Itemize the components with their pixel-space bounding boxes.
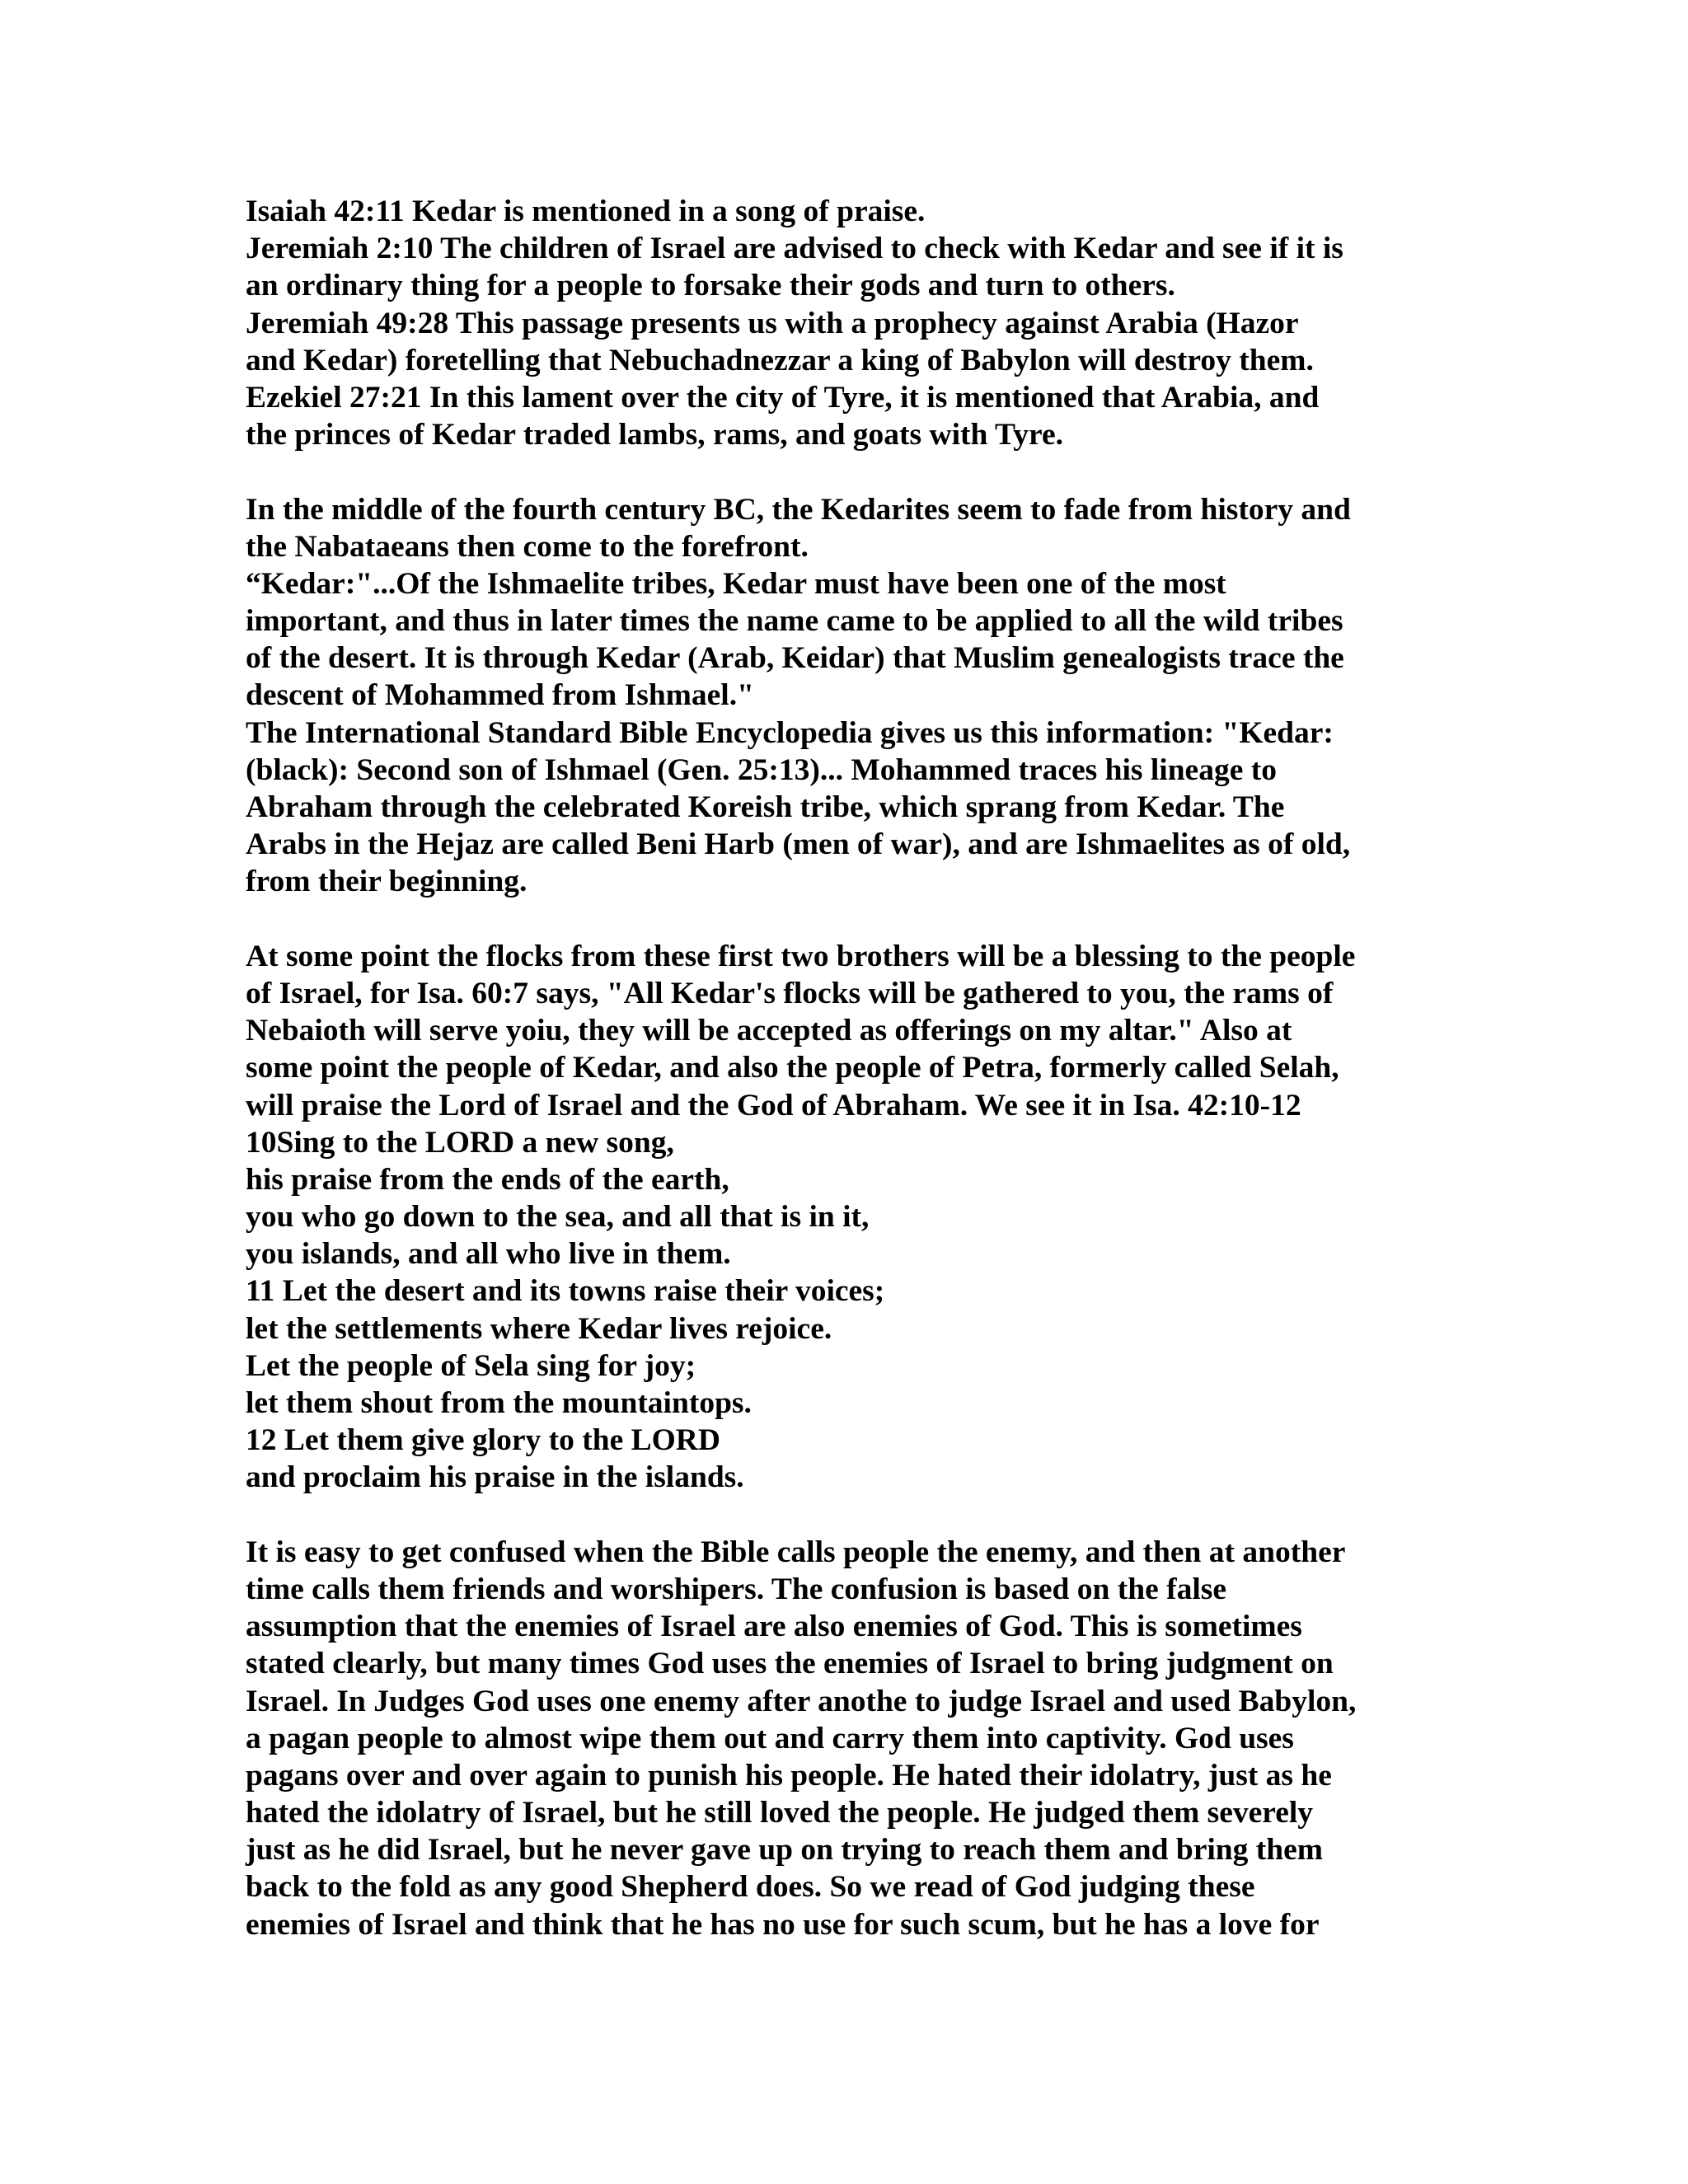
text-line: and Kedar) foretelling that Nebuchadnezzar a king of Babylon will destroy them. bbox=[246, 343, 1314, 377]
verse-line: his praise from the ends of the earth, bbox=[246, 1162, 729, 1197]
text-line: will praise the Lord of Israel and the God of Abraham. We see it in Isa. 42:10-12 bbox=[246, 1088, 1301, 1122]
document-page bbox=[246, 193, 1457, 1943]
verse-line: and proclaim his praise in the islands. bbox=[246, 1460, 744, 1495]
text-line: Jeremiah 2:10 The children of Israel are advised to check with Kedar and see if it is bbox=[246, 232, 1343, 266]
text-line: The International Standard Bible Encyclopedia gives us this information: "Kedar: bbox=[246, 715, 1334, 750]
text-line: Israel. In Judges God uses one enemy after anothe to judge Israel and used Babylon, bbox=[246, 1684, 1357, 1718]
text-line: pagans over and over again to punish his people. He hated their idolatry, just as he bbox=[246, 1758, 1332, 1793]
text-line: It is easy to get confused when the Bible calls people the enemy, and then at another bbox=[246, 1535, 1346, 1569]
paragraph-enemies-of-israel bbox=[246, 1534, 1457, 1943]
text-line: At some point the flocks from these first two brothers will be a blessing to the people bbox=[246, 939, 1356, 973]
paragraph-spacer bbox=[246, 453, 1457, 490]
text-line: “Kedar:"...Of the Ishmaelite tribes, Kedar must have been one of the most bbox=[246, 566, 1226, 601]
verse-line: you islands, and all who live in them. bbox=[246, 1237, 731, 1272]
text-line: of Israel, for Isa. 60:7 says, "All Kedar's flocks will be gathered to you, the rams of bbox=[246, 976, 1334, 1010]
verse-line: you who go down to the sea, and all that is in it, bbox=[246, 1200, 870, 1235]
text-line: Isaiah 42:11 Kedar is mentioned in a song of praise. bbox=[246, 194, 926, 228]
text-line: hated the idolatry of Israel, but he still loved the people. He judged them severely bbox=[246, 1796, 1314, 1830]
text-line: time calls them friends and worshipers. The confusion is based on the false bbox=[246, 1572, 1227, 1606]
verse-line: 11 Let the desert and its towns raise their voices; bbox=[246, 1274, 885, 1309]
text-line: enemies of Israel and think that he has no use for such scum, but he has a love for bbox=[246, 1907, 1320, 1942]
text-line: the Nabataeans then come to the forefront. bbox=[246, 529, 809, 564]
text-line: an ordinary thing for a people to forsake their gods and turn to others. bbox=[246, 269, 1175, 303]
text-line: Arabs in the Hejaz are called Beni Harb (men of war), and are Ishmaelites as of old, bbox=[246, 827, 1351, 862]
text-line: descent of Mohammed from Ishmael." bbox=[246, 678, 754, 713]
verse-line: Let the people of Sela sing for joy; bbox=[246, 1348, 696, 1383]
text-line: (black): Second son of Ishmael (Gen. 25:13)... Mohammed traces his lineage to bbox=[246, 752, 1277, 787]
verse-line: let them shout from the mountaintops. bbox=[246, 1386, 752, 1420]
paragraph-spacer bbox=[246, 1497, 1457, 1534]
text-line: of the desert. It is through Kedar (Arab, Keidar) that Muslim genealogists trace the bbox=[246, 641, 1344, 676]
paragraph-scripture-references bbox=[246, 193, 1457, 453]
text-line: some point the people of Kedar, and also the people of Petra, formerly called Selah, bbox=[246, 1051, 1339, 1085]
text-line: Abraham through the celebrated Koreish tribe, which sprang from Kedar. The bbox=[246, 790, 1285, 824]
text-line: Ezekiel 27:21 In this lament over the city of Tyre, it is mentioned that Arabia, and bbox=[246, 380, 1320, 415]
text-line: important, and thus in later times the name came to be applied to all the wild tribes bbox=[246, 604, 1343, 639]
text-line: the princes of Kedar traded lambs, rams, and goats with Tyre. bbox=[246, 418, 1064, 452]
text-line: assumption that the enemies of Israel are also enemies of God. This is sometimes bbox=[246, 1610, 1302, 1644]
text-line: a pagan people to almost wipe them out and carry them into captivity. God uses bbox=[246, 1721, 1294, 1755]
text-line: Nebaioth will serve yoiu, they will be accepted as offerings on my altar." Also at bbox=[246, 1014, 1292, 1048]
verse-line: let the settlements where Kedar lives rejoice. bbox=[246, 1311, 832, 1346]
text-line: from their beginning. bbox=[246, 865, 528, 899]
paragraph-spacer bbox=[246, 901, 1457, 938]
verse-line: 12 Let them give glory to the LORD bbox=[246, 1423, 720, 1458]
text-line: In the middle of the fourth century BC, the Kedarites seem to fade from history and bbox=[246, 492, 1351, 527]
text-line: just as he did Israel, but he never gave up on trying to reach them and bring them bbox=[246, 1833, 1324, 1868]
paragraph-kedarites-history bbox=[246, 491, 1457, 901]
text-line: Jeremiah 49:28 This passage presents us with a prophecy against Arabia (Hazor bbox=[246, 306, 1299, 340]
text-line: back to the fold as any good Shepherd does. So we read of God judging these bbox=[246, 1870, 1255, 1905]
paragraph-flocks-blessing bbox=[246, 938, 1457, 1497]
text-line: stated clearly, but many times God uses the enemies of Israel to bring judgment on bbox=[246, 1647, 1334, 1681]
verse-line: 10Sing to the LORD a new song, bbox=[246, 1125, 674, 1160]
